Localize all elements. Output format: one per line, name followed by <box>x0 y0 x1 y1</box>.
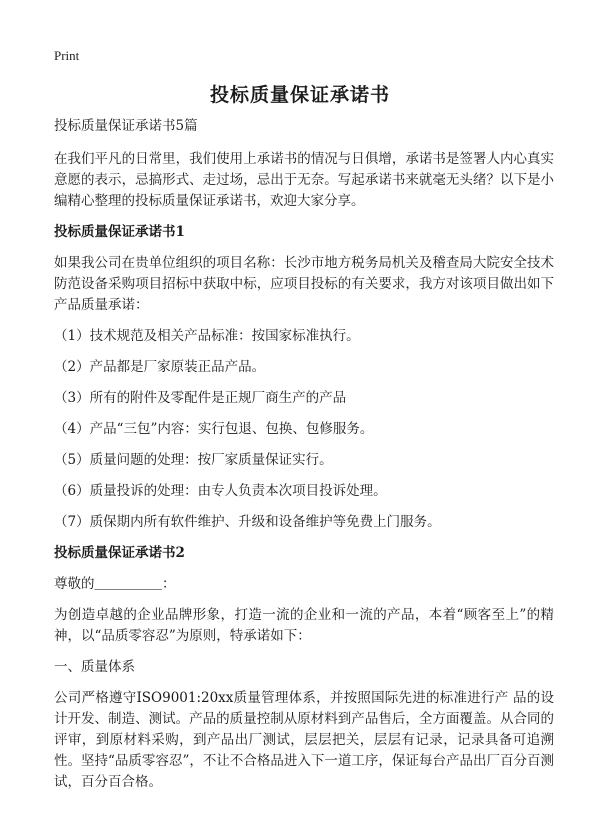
commitment-item: （3）所有的附件及零配件是正规厂商生产的产品 <box>54 390 347 406</box>
commitment-item: （2）产品都是厂家原装正品产品。 <box>54 359 266 375</box>
section-heading-1: 投标质量保证承诺书1 <box>54 224 185 240</box>
commitment-item: （5）质量问题的处理：按厂家质量保证实行。 <box>54 452 333 468</box>
section2-paragraph: 为创造卓越的企业品牌形象，打造一流的企业和一流的产品，本着“顾客至上”的精神，以“品质零容忍”为原则，特承诺如下： <box>54 607 554 644</box>
quality-system-paragraph: 公司严格遵守ISO9001:20xx质量管理体系，并按照国际先进的标准进行产 品的设计开发、制造、测试。产品的质量控制从原材料到产品售后，全方面覆盖。从合同的评审，到原材料采购，到产品出厂测试，层层把关，层层有记录，记录具备可追溯性。坚持“品质零容忍”，不让不合格品进入下一道工序，保证每台产品出厂百分百测试，百分百合格。 <box>54 690 554 790</box>
salutation: 尊敬的＿＿＿＿＿： <box>54 576 176 592</box>
commitment-item: （6）质量投诉的处理：由专人负责本次项目投诉处理。 <box>54 483 387 499</box>
section1-paragraph: 如果我公司在贵单位组织的项目名称：长沙市地方税务局机关及稽查局大院安全技术防范设备采购项目招标中获取中标，应项目投标的有关要求，我方对该项目做出如下产品质量承诺： <box>54 255 554 313</box>
document-body <box>54 116 554 803</box>
document-title: 投标质量保证承诺书 <box>209 84 390 106</box>
print-link[interactable]: Print <box>54 48 80 63</box>
commitment-item: （7）质保期内所有软件维护、升级和设备维护等免费上门服务。 <box>54 514 441 530</box>
section-heading-2: 投标质量保证承诺书2 <box>54 545 185 561</box>
intro-paragraph: 在我们平凡的日常里，我们使用上承诺书的情况与日俱增，承诺书是签署人内心真实意愿的表示，忌搞形式、走过场，忌出于无奈。写起承诺书来就毫无头绪？以下是小编精心整理的投标质量保证承诺书，欢迎大家分享。 <box>54 151 554 209</box>
document-subtitle: 投标质量保证承诺书5篇 <box>54 118 198 134</box>
commitment-item: （1）技术规范及相关产品标准：按国家标准执行。 <box>54 328 360 344</box>
quality-system-heading: 一、质量体系 <box>54 659 135 675</box>
commitment-item: （4）产品“三包”内容：实行包退、包换、包修服务。 <box>54 421 374 437</box>
